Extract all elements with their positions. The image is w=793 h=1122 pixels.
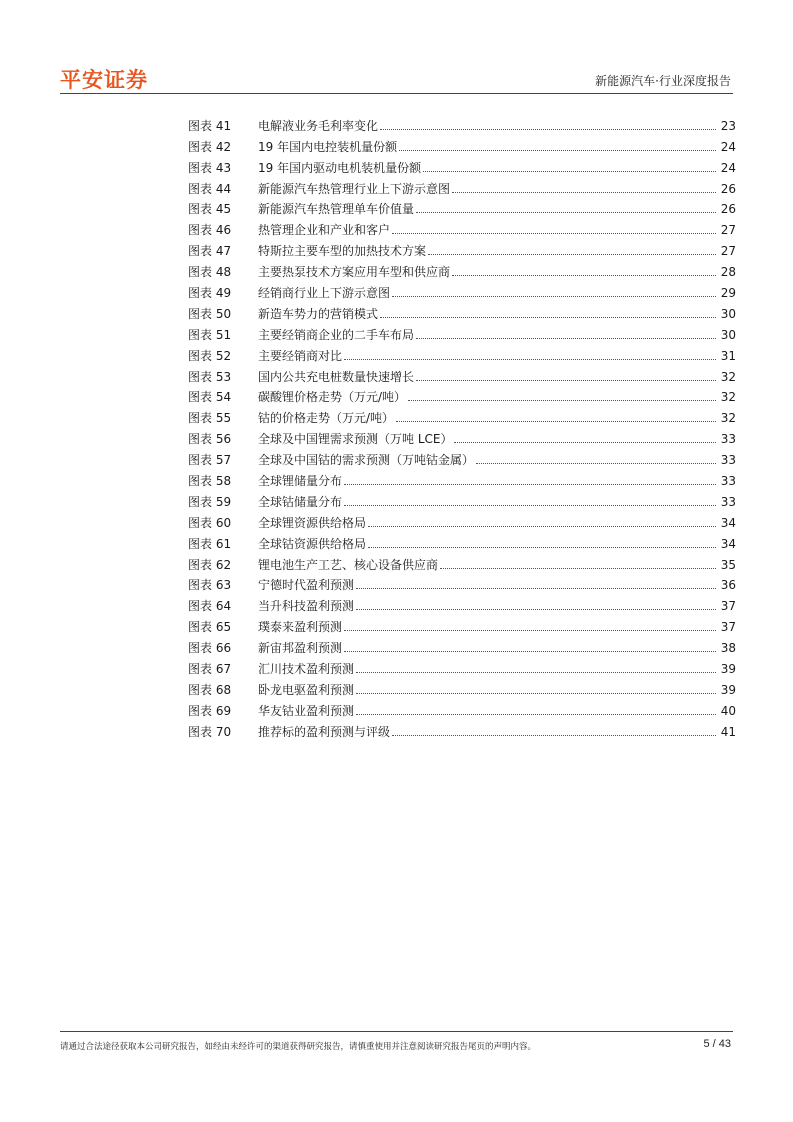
toc-entry[interactable]	[188, 613, 736, 634]
toc-entry-page: 37	[720, 620, 736, 635]
toc-entry-title: 推荐标的盈利预测与评级	[258, 724, 391, 739]
toc-entry-label: 图表 53	[188, 369, 232, 384]
toc-entry-page: 37	[720, 599, 736, 614]
toc-dot-leader	[392, 233, 716, 234]
toc-dot-leader	[344, 651, 716, 652]
toc-entry[interactable]	[188, 258, 736, 279]
toc-entry-label: 图表 54	[188, 390, 232, 405]
toc-entry-page: 30	[720, 327, 736, 342]
toc-entry-label: 图表 46	[188, 223, 232, 238]
toc-entry[interactable]	[188, 154, 736, 175]
toc-entry-label: 图表 69	[188, 703, 232, 718]
report-title: 新能源汽车·行业深度报告	[595, 74, 731, 88]
toc-entry-title: 钴的价格走势（万元/吨）	[258, 411, 395, 426]
toc-entry-page: 31	[720, 348, 736, 363]
toc-entry-label: 图表 47	[188, 244, 232, 259]
toc-entry-label: 图表 62	[188, 557, 232, 572]
toc-entry-page: 27	[720, 244, 736, 259]
toc-entry-page: 24	[720, 160, 736, 175]
toc-entry-label: 图表 49	[188, 286, 232, 301]
table-of-figures	[188, 112, 736, 739]
toc-dot-leader	[344, 630, 716, 631]
toc-dot-leader	[452, 275, 716, 276]
toc-entry-label: 图表 42	[188, 139, 232, 154]
toc-entry-page: 40	[720, 703, 736, 718]
toc-entry-page: 32	[720, 411, 736, 426]
toc-entry-label: 图表 44	[188, 181, 232, 196]
toc-entry-title: 主要热泵技术方案应用车型和供应商	[258, 265, 451, 280]
page-number: 5 / 43	[703, 1038, 731, 1050]
toc-entry[interactable]	[188, 655, 736, 676]
toc-entry-page: 26	[720, 181, 736, 196]
toc-entry-label: 图表 67	[188, 662, 232, 677]
toc-entry[interactable]	[188, 175, 736, 196]
toc-entry-title: 新宙邦盈利预测	[258, 641, 343, 656]
toc-entry-label: 图表 51	[188, 327, 232, 342]
company-logo: 平安证券	[60, 68, 148, 92]
toc-dot-leader	[368, 547, 716, 548]
toc-entry-page: 38	[720, 641, 736, 656]
toc-entry-title: 主要经销商对比	[258, 348, 343, 363]
toc-entry[interactable]	[188, 279, 736, 300]
toc-entry-label: 图表 50	[188, 306, 232, 321]
toc-entry-label: 图表 55	[188, 411, 232, 426]
toc-dot-leader	[440, 568, 716, 569]
toc-entry-title: 全球及中国锂需求预测（万吨 LCE）	[258, 432, 453, 447]
toc-entry-title: 19 年国内驱动电机装机量份额	[258, 160, 422, 175]
toc-entry[interactable]	[188, 592, 736, 613]
toc-entry-label: 图表 48	[188, 265, 232, 280]
toc-entry[interactable]	[188, 384, 736, 405]
toc-entry[interactable]	[188, 676, 736, 697]
toc-dot-leader	[454, 442, 716, 443]
toc-entry-label: 图表 64	[188, 599, 232, 614]
toc-dot-leader	[392, 735, 716, 736]
toc-entry-title: 经销商行业上下游示意图	[258, 286, 391, 301]
toc-entry-page: 32	[720, 390, 736, 405]
toc-entry-page: 30	[720, 306, 736, 321]
toc-entry-label: 图表 45	[188, 202, 232, 217]
toc-entry-page: 28	[720, 265, 736, 280]
toc-entry-title: 国内公共充电桩数量快速增长	[258, 369, 415, 384]
toc-entry-label: 图表 58	[188, 474, 232, 489]
header-divider	[60, 93, 733, 94]
toc-entry-page: 23	[720, 118, 736, 133]
toc-entry-title: 华友钴业盈利预测	[258, 703, 355, 718]
toc-entry-label: 图表 59	[188, 494, 232, 509]
toc-entry-page: 34	[720, 515, 736, 530]
toc-dot-leader	[356, 672, 716, 673]
toc-entry[interactable]	[188, 425, 736, 446]
toc-dot-leader	[368, 526, 716, 527]
toc-dot-leader	[380, 317, 716, 318]
toc-entry-title: 全球钴资源供给格局	[258, 536, 367, 551]
toc-entry-page: 29	[720, 286, 736, 301]
toc-dot-leader	[452, 192, 716, 193]
toc-dot-leader	[344, 505, 716, 506]
toc-dot-leader	[356, 588, 716, 589]
toc-entry-page: 41	[720, 724, 736, 739]
toc-entry-page: 33	[720, 432, 736, 447]
toc-entry-title: 全球锂资源供给格局	[258, 515, 367, 530]
toc-entry[interactable]	[188, 342, 736, 363]
toc-entry-label: 图表 70	[188, 724, 232, 739]
footer-divider	[60, 1031, 733, 1032]
toc-entry-title: 特斯拉主要车型的加热技术方案	[258, 244, 427, 259]
toc-entry[interactable]	[188, 718, 736, 739]
toc-entry-page: 39	[720, 682, 736, 697]
toc-dot-leader	[396, 421, 716, 422]
toc-entry-label: 图表 65	[188, 620, 232, 635]
toc-dot-leader	[344, 359, 716, 360]
toc-dot-leader	[428, 254, 716, 255]
toc-dot-leader	[392, 296, 716, 297]
toc-entry-title: 汇川技术盈利预测	[258, 662, 355, 677]
toc-dot-leader	[380, 129, 716, 130]
toc-entry[interactable]	[188, 404, 736, 425]
toc-entry[interactable]	[188, 363, 736, 384]
toc-entry[interactable]	[188, 133, 736, 154]
toc-dot-leader	[356, 714, 716, 715]
footer-disclaimer: 请通过合法途径获取本公司研究报告，如经由未经许可的渠道获得研究报告，请慎重使用并注意阅读研究报告尾页的声明内容。	[60, 1042, 537, 1052]
toc-dot-leader	[416, 338, 716, 339]
toc-entry-title: 新造车势力的营销模式	[258, 306, 379, 321]
toc-entry-label: 图表 61	[188, 536, 232, 551]
toc-entry-page: 32	[720, 369, 736, 384]
toc-entry[interactable]	[188, 216, 736, 237]
toc-entry-title: 新能源汽车热管理行业上下游示意图	[258, 181, 451, 196]
toc-entry-label: 图表 41	[188, 118, 232, 133]
toc-entry[interactable]	[188, 300, 736, 321]
toc-entry[interactable]	[188, 488, 736, 509]
toc-entry-title: 当升科技盈利预测	[258, 599, 355, 614]
toc-dot-leader	[344, 484, 716, 485]
toc-entry-page: 33	[720, 453, 736, 468]
toc-entry[interactable]	[188, 509, 736, 530]
toc-entry[interactable]	[188, 446, 736, 467]
toc-entry-title: 电解液业务毛利率变化	[258, 118, 379, 133]
toc-entry-page: 34	[720, 536, 736, 551]
toc-entry-label: 图表 43	[188, 160, 232, 175]
toc-entry-page: 39	[720, 662, 736, 677]
toc-entry[interactable]	[188, 551, 736, 572]
toc-entry[interactable]	[188, 634, 736, 655]
toc-entry-label: 图表 60	[188, 515, 232, 530]
toc-entry[interactable]	[188, 697, 736, 718]
toc-entry[interactable]	[188, 112, 736, 133]
toc-dot-leader	[408, 400, 716, 401]
toc-entry-title: 新能源汽车热管理单车价值量	[258, 202, 415, 217]
toc-entry-page: 36	[720, 578, 736, 593]
toc-entry-title: 璞泰来盈利预测	[258, 620, 343, 635]
toc-entry-label: 图表 66	[188, 641, 232, 656]
toc-entry-title: 全球及中国钴的需求预测（万吨钴金属）	[258, 453, 475, 468]
toc-entry[interactable]	[188, 196, 736, 217]
toc-entry-title: 19 年国内电控装机量份额	[258, 139, 398, 154]
toc-entry-title: 全球锂储量分布	[258, 474, 343, 489]
toc-dot-leader	[356, 609, 716, 610]
toc-entry-label: 图表 68	[188, 682, 232, 697]
toc-entry-title: 全球钴储量分布	[258, 494, 343, 509]
toc-entry-title: 碳酸锂价格走势（万元/吨）	[258, 390, 407, 405]
toc-dot-leader	[416, 380, 716, 381]
toc-entry-title: 宁德时代盈利预测	[258, 578, 355, 593]
toc-entry-page: 24	[720, 139, 736, 154]
toc-dot-leader	[423, 171, 716, 172]
toc-dot-leader	[416, 212, 716, 213]
toc-dot-leader	[356, 693, 716, 694]
toc-entry[interactable]	[188, 467, 736, 488]
toc-entry-title: 卧龙电驱盈利预测	[258, 682, 355, 697]
toc-entry-page: 35	[720, 557, 736, 572]
toc-entry-page: 26	[720, 202, 736, 217]
toc-entry-page: 33	[720, 474, 736, 489]
toc-dot-leader	[476, 463, 716, 464]
toc-entry-title: 主要经销商企业的二手车布局	[258, 327, 415, 342]
toc-entry-page: 33	[720, 494, 736, 509]
toc-entry[interactable]	[188, 321, 736, 342]
toc-dot-leader	[399, 150, 716, 151]
toc-entry-page: 27	[720, 223, 736, 238]
toc-entry[interactable]	[188, 237, 736, 258]
toc-entry[interactable]	[188, 530, 736, 551]
toc-entry-label: 图表 52	[188, 348, 232, 363]
toc-entry-title: 热管理企业和产业和客户	[258, 223, 391, 238]
toc-entry[interactable]	[188, 572, 736, 593]
toc-entry-title: 锂电池生产工艺、核心设备供应商	[258, 557, 439, 572]
toc-entry-label: 图表 56	[188, 432, 232, 447]
toc-entry-label: 图表 57	[188, 453, 232, 468]
toc-entry-label: 图表 63	[188, 578, 232, 593]
